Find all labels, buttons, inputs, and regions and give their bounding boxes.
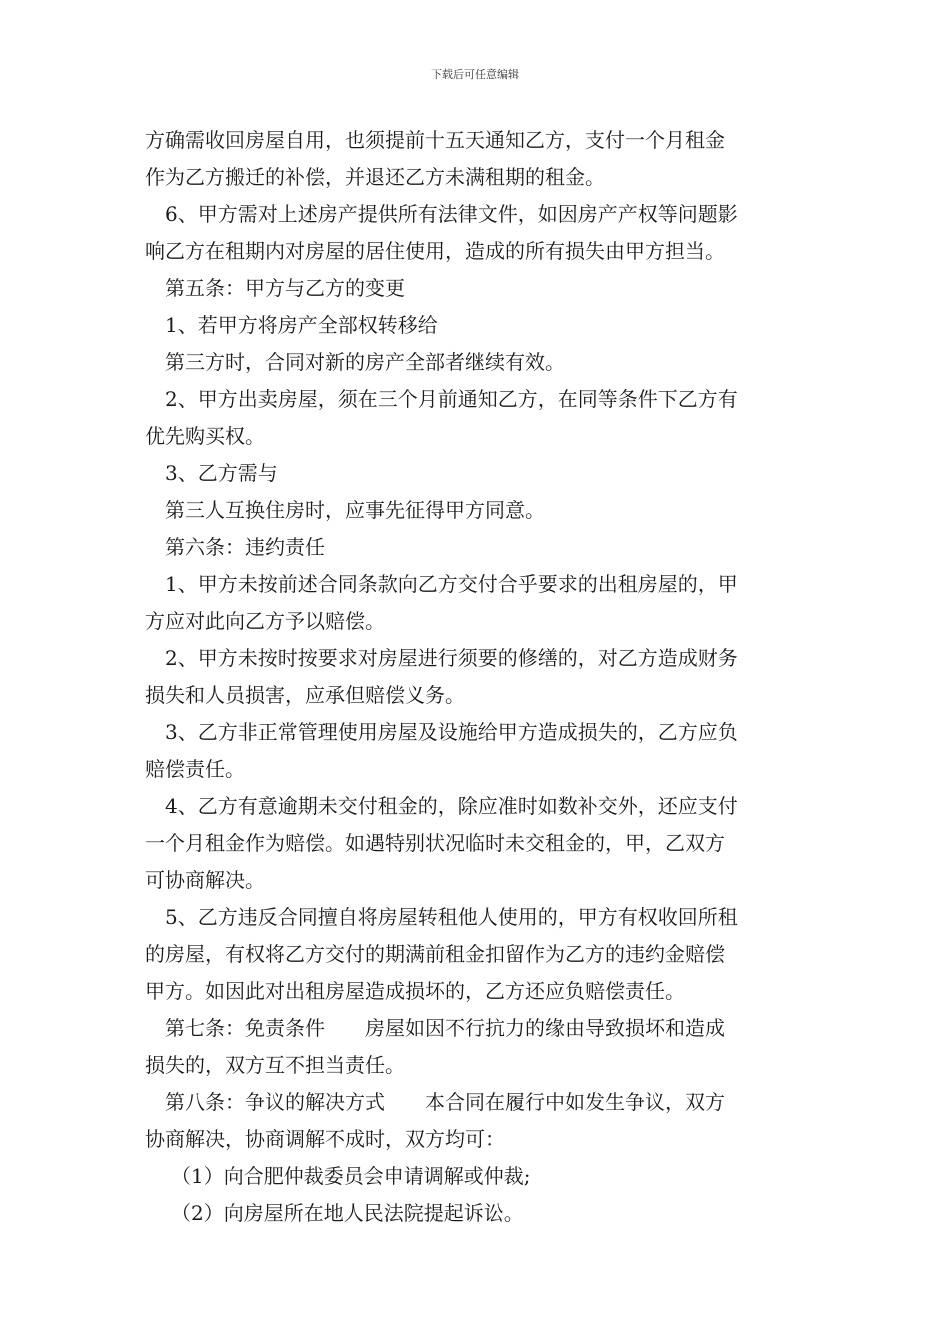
clause-item: 6、甲方需对上述房产提供所有法律文件，如因房产产权等问题影 [165, 202, 738, 226]
paragraph-line: 方应对此向乙方予以赔偿。 [145, 609, 385, 633]
list-item: （1）向合肥仲裁委员会申请调解或仲裁; [171, 1164, 531, 1188]
paragraph-line: 第三方时，合同对新的房产全部者继续有效。 [165, 350, 565, 374]
paragraph-line: 优先购买权。 [145, 424, 265, 448]
paragraph-line: 的房屋，有权将乙方交付的期满前租金扣留作为乙方的违约金赔偿 [145, 942, 725, 966]
clause-item: 1、若甲方将房产全部权转移给 [165, 313, 438, 337]
clause-item: 3、乙方非正常管理使用房屋及设施给甲方造成损失的，乙方应负 [165, 720, 738, 744]
paragraph-line: 作为乙方搬迁的补偿，并退还乙方未满租期的租金。 [145, 165, 605, 189]
paragraph-line: 甲方。如因此对出租房屋造成损坏的，乙方还应负赔偿责任。 [145, 979, 685, 1003]
article-heading: 第六条：违约责任 [165, 535, 325, 559]
paragraph-line: 协商解决，协商调解不成时，双方均可： [145, 1127, 505, 1151]
paragraph-line: 可协商解决。 [145, 868, 265, 892]
clause-item: 5、乙方违反合同擅自将房屋转租他人使用的，甲方有权收回所租 [165, 905, 738, 929]
document-body [145, 122, 810, 1232]
list-item: （2）向房屋所在地人民法院提起诉讼。 [171, 1201, 524, 1225]
paragraph-line: 方确需收回房屋自用，也须提前十五天通知乙方，支付一个月租金 [145, 128, 725, 152]
clause-item: 2、甲方未按时按要求对房屋进行须要的修缮的，对乙方造成财务 [165, 646, 738, 670]
article-heading: 第七条：免责条件 房屋如因不行抗力的缘由导致损坏和造成 [165, 1016, 725, 1040]
page-header: 下载后可任意编辑 [431, 68, 519, 81]
article-heading: 第五条：甲方与乙方的变更 [165, 276, 405, 300]
paragraph-line: 响乙方在租期内对房屋的居住使用，造成的所有损失由甲方担当。 [145, 239, 725, 263]
clause-item: 4、乙方有意逾期未交付租金的，除应准时如数补交外，还应支付 [165, 794, 738, 818]
paragraph-line: 一个月租金作为赔偿。如遇特别状况临时未交租金的，甲，乙双方 [145, 831, 725, 855]
clause-item: 3、乙方需与 [165, 461, 278, 485]
article-heading: 第八条：争议的解决方式 本合同在履行中如发生争议，双方 [165, 1090, 725, 1114]
paragraph-line: 第三人互换住房时，应事先征得甲方同意。 [165, 498, 545, 522]
paragraph-line: 损失的，双方互不担当责任。 [145, 1053, 405, 1077]
paragraph-line: 赔偿责任。 [145, 757, 245, 781]
clause-item: 1、甲方未按前述合同条款向乙方交付合乎要求的出租房屋的，甲 [165, 572, 738, 596]
paragraph-line: 损失和人员损害，应承但赔偿义务。 [145, 683, 465, 707]
clause-item: 2、甲方出卖房屋，须在三个月前通知乙方，在同等条件下乙方有 [165, 387, 738, 411]
